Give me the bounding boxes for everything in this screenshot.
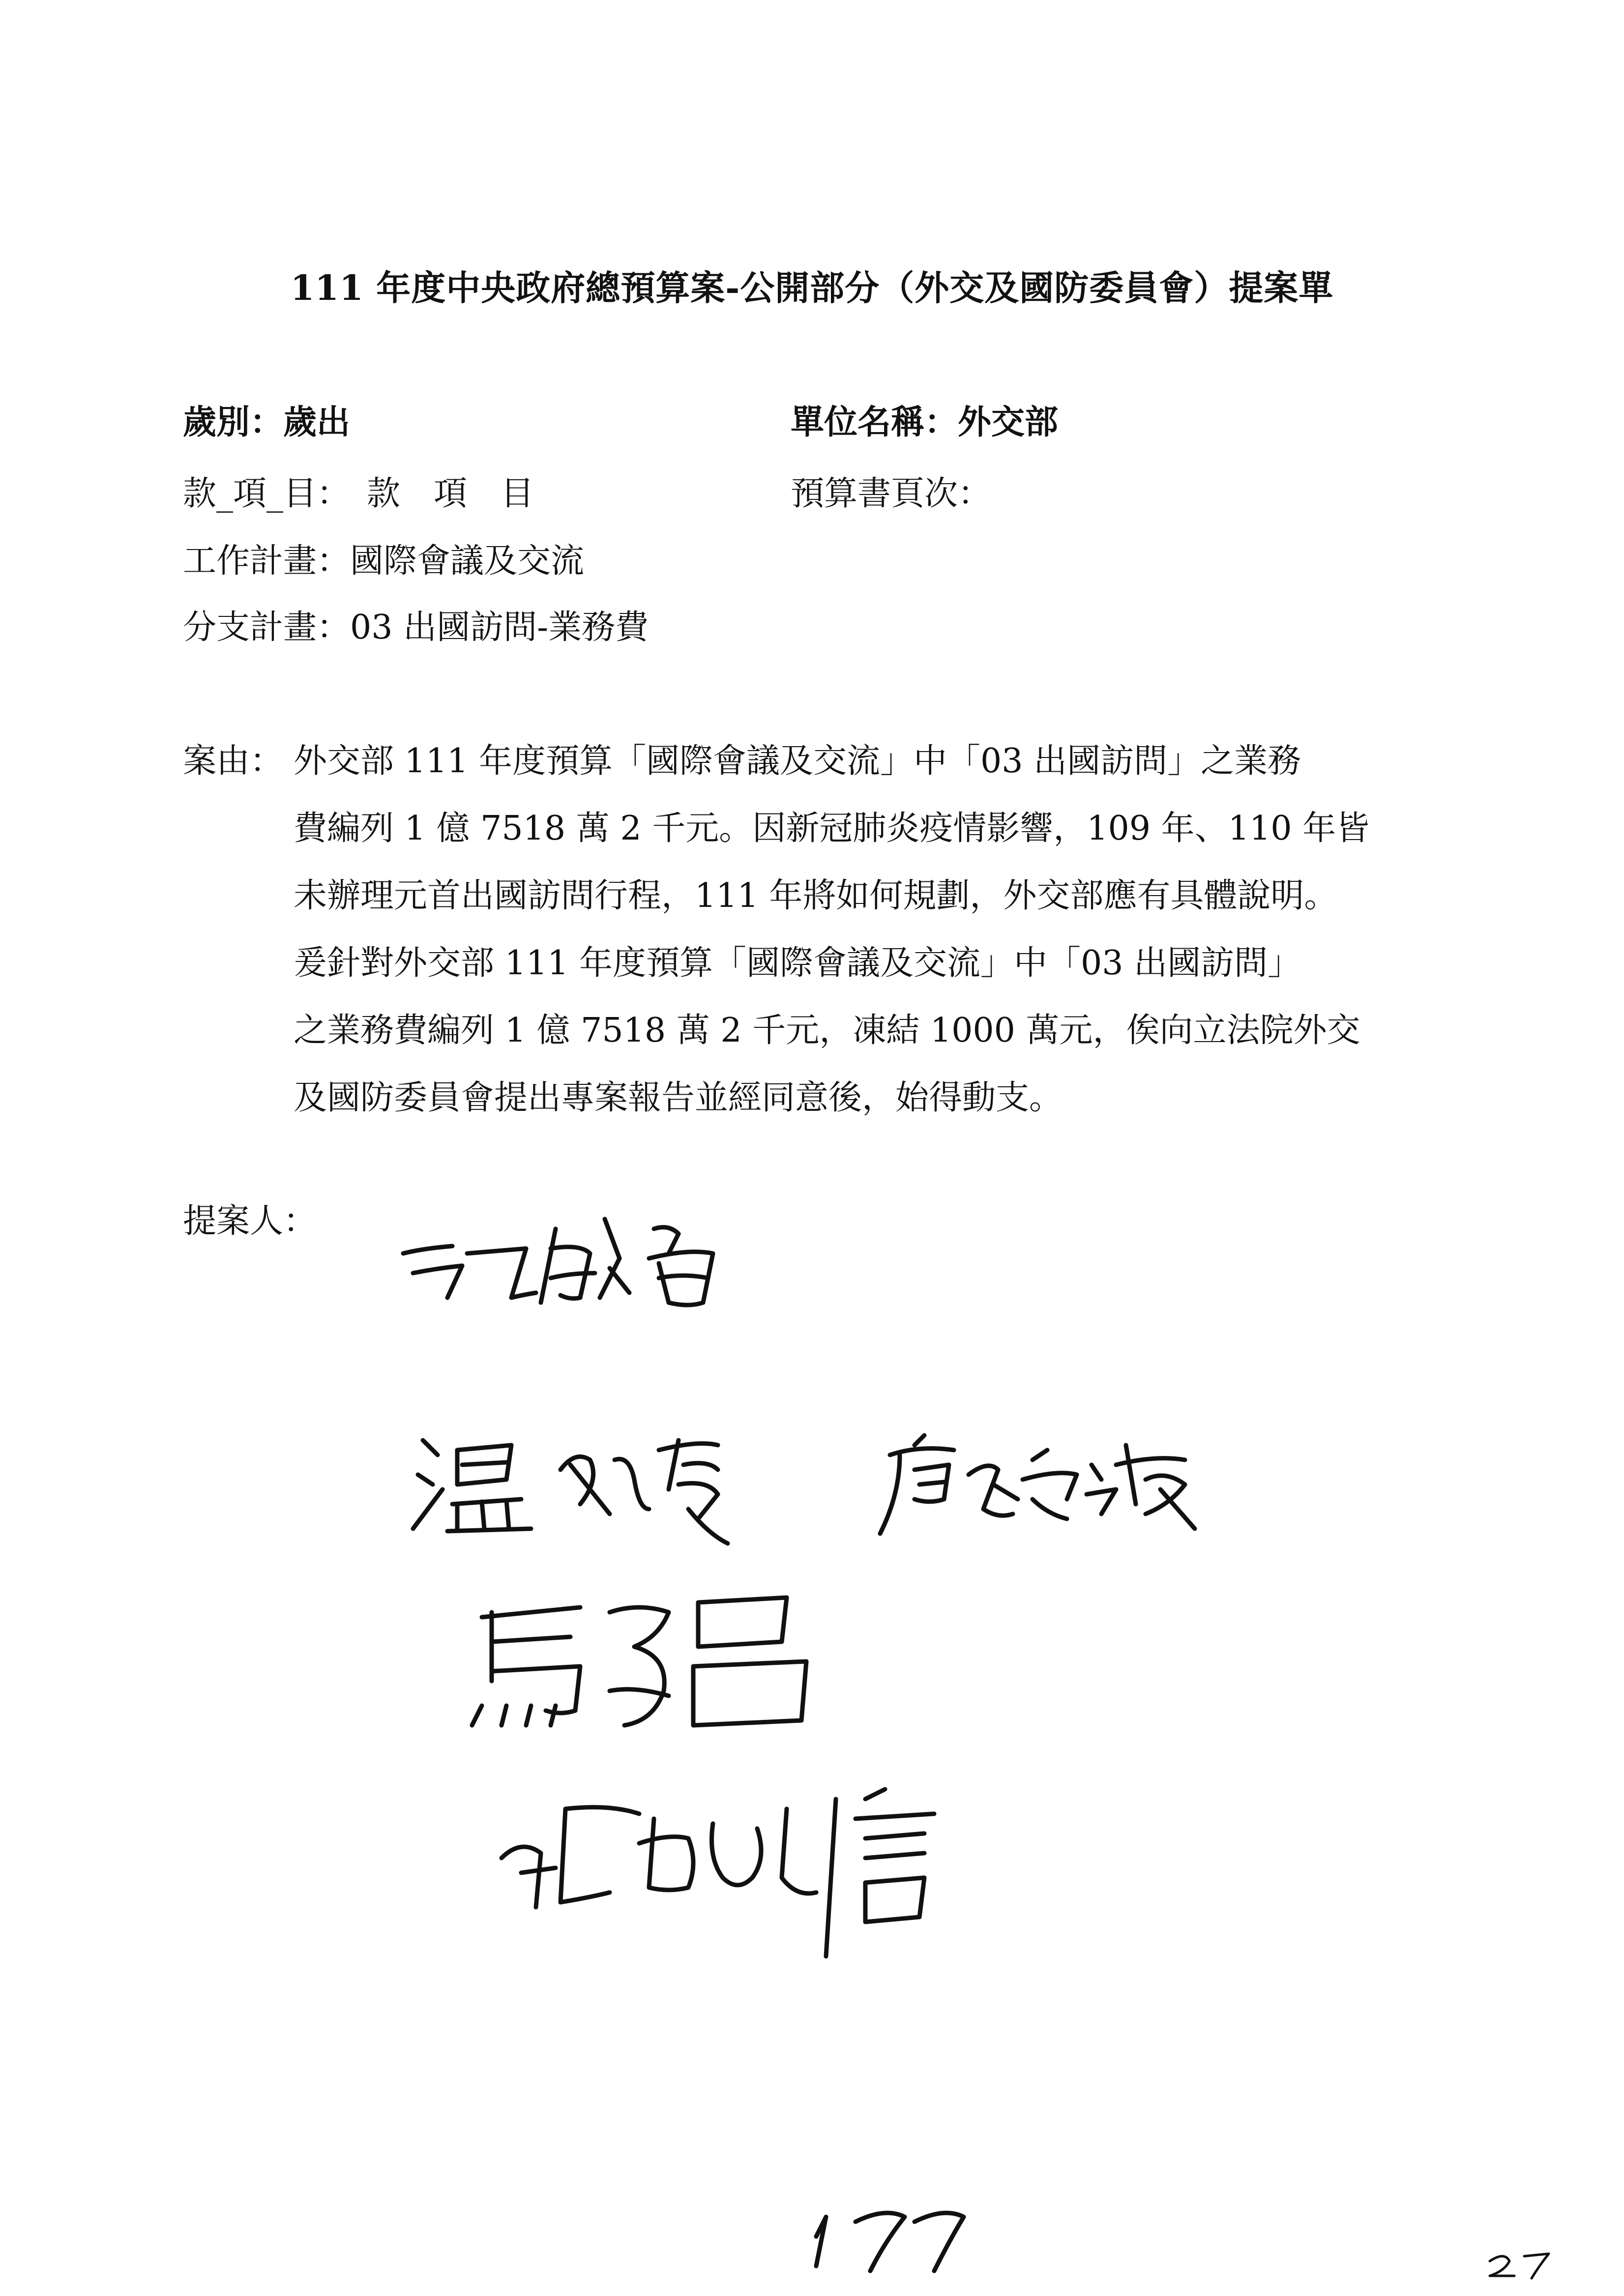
- work-plan-field: 工作計畫：國際會議及交流: [183, 542, 585, 581]
- proposer-label: 提案人：: [183, 1202, 317, 1241]
- reason-line: 之業務費編列 1 億 7518 萬 2 千元，凍結 1000 萬元，俟向立法院外交: [294, 1011, 1360, 1050]
- handwritten-page-number: [787, 2182, 993, 2281]
- budget-page-field: 預算書頁次：: [791, 474, 992, 513]
- reason-line: 及國防委員會提出專案報告並經同意後，始得動支。: [294, 1078, 1063, 1117]
- reason-line: 費編列 1 億 7518 萬 2 千元。因新冠肺炎疫情影響，109 年、110 年皆: [294, 809, 1370, 848]
- category-field: 歲別：歲出: [183, 403, 351, 442]
- reason-line: 未辦理元首出國訪問行程，111 年將如何規劃，外交部應有具體說明。: [294, 876, 1338, 915]
- signature-5: [492, 1779, 974, 1966]
- reason-label: 案由：: [183, 742, 284, 781]
- signature-1: [393, 1199, 787, 1327]
- signature-3: [870, 1416, 1224, 1543]
- item-field: 款_項_目： 款 項 目: [183, 474, 534, 513]
- signature-4: [462, 1583, 836, 1745]
- document-title: 111 年度中央政府總預算案-公開部分（外交及國防委員會）提案單: [290, 267, 1334, 308]
- sub-plan-field: 分支計畫：03 出國訪問-業務費: [183, 608, 649, 647]
- corner-mark: [1485, 2241, 1564, 2286]
- signature-2: [403, 1411, 806, 1558]
- reason-line: 外交部 111 年度預算「國際會議及交流」中「03 出國訪問」之業務: [294, 742, 1301, 781]
- unit-name-field: 單位名稱：外交部: [791, 403, 1059, 442]
- reason-line: 爰針對外交部 111 年度預算「國際會議及交流」中「03 出國訪問」: [294, 944, 1301, 983]
